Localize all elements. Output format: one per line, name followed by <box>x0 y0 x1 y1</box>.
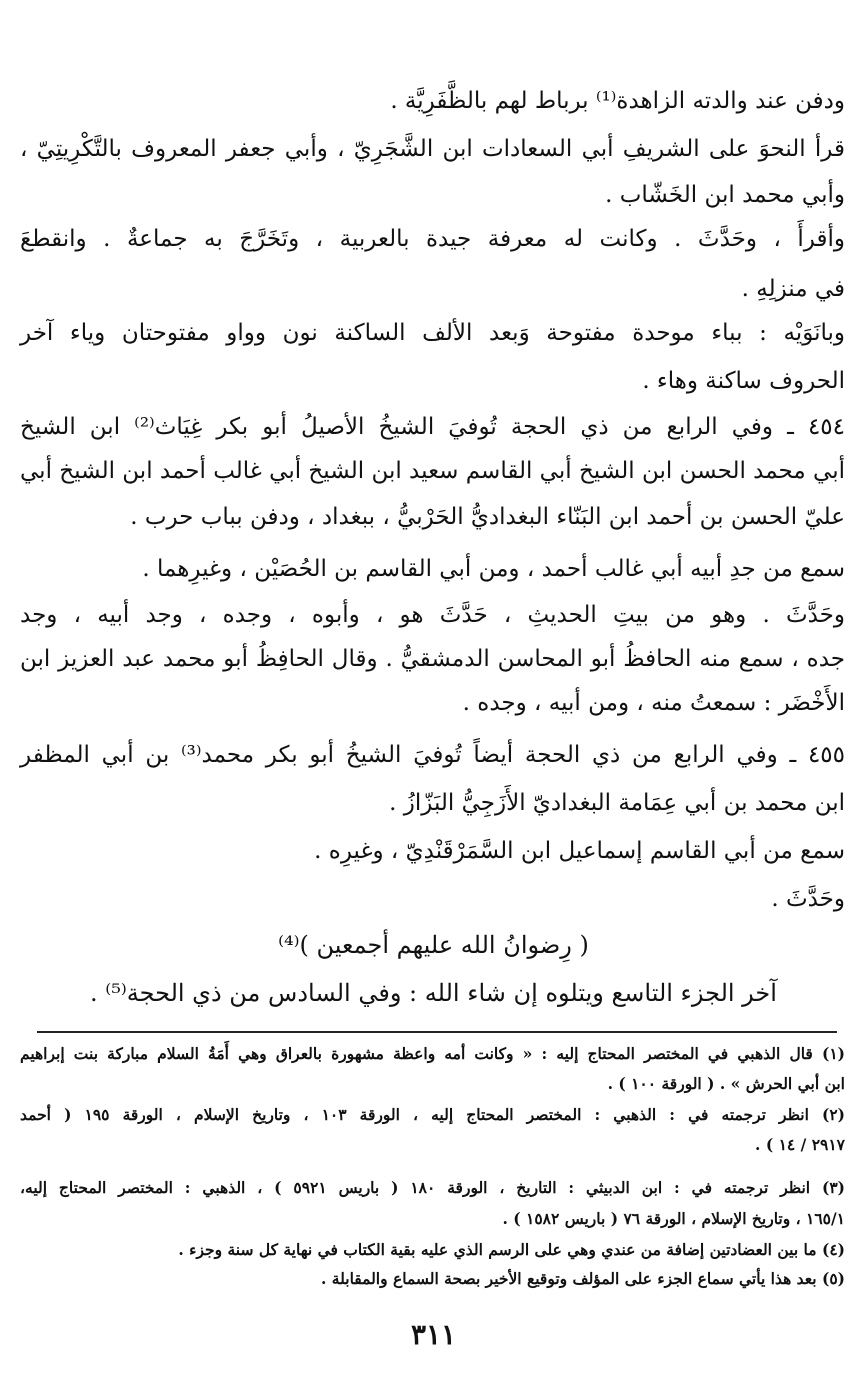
entry-heading-454: ٤٥٤ ـ وفي الرابع من ذي الحجة تُوفيَ الشيخُ الأصيلُ أبو بكر غِيَاث⁽²⁾ ابن الشيخ <box>20 414 845 440</box>
body-line: الحروف ساكنة وهاء . <box>642 368 845 394</box>
footnote-line: (٤) ما بين العضادتين إضافة من عندي وهي على الرسم الذي عليه بقية الكتاب في نهاية كل سنة وجزء . <box>178 1240 845 1259</box>
footnote-line: (٣) انظر ترجمته في : ابن الدبيثي : التاريخ ، الورقة ١٨٠ ( باريس ٥٩٢١ ) ، الذهبي : المختصر المحتاج إليه، <box>20 1178 845 1197</box>
entry-heading-455: ٤٥٥ ـ وفي الرابع من ذي الحجة أيضاً تُوفيَ الشيخُ أبو بكر محمد⁽³⁾ بن أبي المظفر <box>20 742 845 768</box>
footnote-line: (٥) بعد هذا يأتي سماع الجزء على المؤلف وتوقيع الأخير بصحة السماع والمقابلة . <box>321 1269 845 1288</box>
body-line: وأقرأَ ، وحَدَّثَ . وكانت له معرفة جيدة بالعربية ، وتَخَرَّجَ به جماعةٌ . وانقطعَ <box>20 226 845 252</box>
footnote-line: (١) قال الذهبي في المختصر المحتاج إليه : « وكانت أمه واعظة مشهورة بالعراق وهي أَمَةُ السلام مباركة بنت إبراهيم <box>20 1044 845 1063</box>
closing-blessing: ( رِضوانُ الله عليهم أجمعين )⁽⁴⁾ <box>278 931 589 959</box>
body-line: وبانَوَيْه : بباء موحدة مفتوحة وَبعد الألف الساكنة نون وواو مفتوحتان وياء آخر <box>20 320 845 346</box>
body-line: أبي محمد الحسن ابن الشيخ أبي القاسم سعيد ابن الشيخ أبي غالب أحمد ابن الشيخ أبي <box>20 458 845 484</box>
page-number: ٣١١ <box>410 1318 457 1351</box>
body-line: عليّ الحسن بن أحمد ابن البَنّاء البغداديُّ الحَرْبيُّ ، ببغداد ، ودفن بباب حرب . <box>130 504 845 530</box>
footnote-line: ٢٩١٧ / ١٤ ) . <box>755 1135 845 1154</box>
body-line: سمع من جدِ أبيه أبي غالب أحمد ، ومن أبي القاسم بن الحُصَيْن ، وغيرِهما . <box>142 556 845 582</box>
closing-end-note: آخر الجزء التاسع ويتلوه إن شاء الله : وفي السادس من ذي الحجة⁽⁵⁾ . <box>90 979 777 1007</box>
footnote-line: (٢) انظر ترجمته في : الذهبي : المختصر المحتاج إليه ، الورقة ١٠٣ ، وتاريخ الإسلام ، الورقة ١٩٥ ( أحمد <box>20 1105 846 1124</box>
body-line: الأَخْضَر : سمعتُ منه ، ومن أبيه ، وجده . <box>462 690 845 716</box>
body-line: وحَدَّثَ . <box>771 886 845 912</box>
body-line: ودفن عند والدته الزاهدة⁽¹⁾ برباط لهم بالظَّفَرِيَّة . <box>390 88 845 114</box>
footnote-line: ١٦٥/١ ، وتاريخ الإسلام ، الورقة ٧٦ ( باريس ١٥٨٢ ) . <box>502 1209 845 1228</box>
footnote-line: ابن أبي الحرش » . ( الورقة ١٠٠ ) . <box>607 1074 845 1093</box>
body-line: وحَدَّثَ . وهو من بيتِ الحديثِ ، حَدَّثَ هو ، وأبوه ، وجده ، وجد أبيه ، وجد <box>20 602 845 628</box>
body-line: قرأ النحوَ على الشريفِ أبي السعادات ابن الشَّجَرِيّ ، وأبي جعفر المعروف بالتَّكْرِيتِيّ ، <box>20 136 845 162</box>
body-line: سمع من أبي القاسم إسماعيل ابن السَّمَرْقَنْدِيّ ، وغيرِه . <box>314 838 845 864</box>
body-line: وأبي محمد ابن الخَشّاب . <box>605 182 845 208</box>
body-line: جده ، سمع منه الحافظُ أبو المحاسن الدمشقيُّ . وقال الحافِظُ أبو محمد عبد العزيز ابن <box>20 646 845 672</box>
footnote-divider <box>37 1031 837 1033</box>
body-line: في منزلِهِ . <box>741 276 845 302</box>
body-line: ابن محمد بن أبي عِمَامة البغداديّ الأَزَجِيُّ البَزّازُ . <box>389 790 845 816</box>
